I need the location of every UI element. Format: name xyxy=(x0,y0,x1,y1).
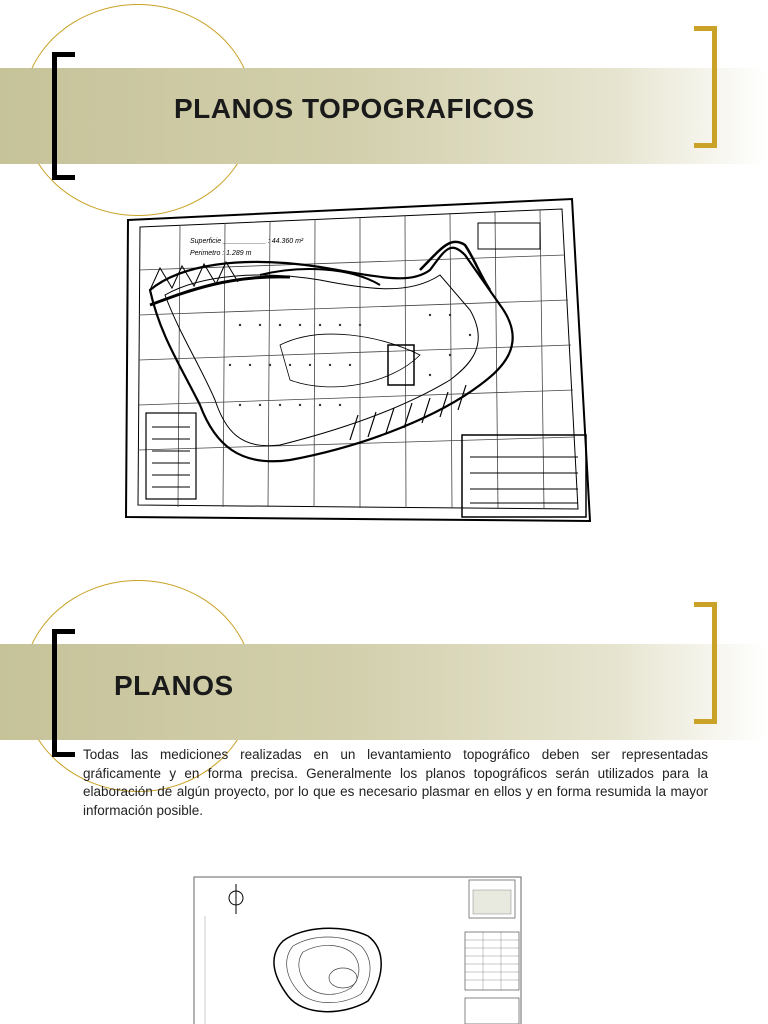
topographic-map-image xyxy=(120,195,596,527)
slide-title: PLANOS TOPOGRAFICOS xyxy=(174,93,535,124)
right-bracket xyxy=(694,26,717,148)
right-bracket xyxy=(694,602,717,724)
topographic-plan-image xyxy=(193,876,523,1024)
slide-title: PLANOS xyxy=(114,670,234,701)
slide-2 xyxy=(0,578,768,1024)
svg-text:Superficie ___________ : 44.36: Superficie ___________ : 44.360 m² xyxy=(190,238,304,245)
left-bracket xyxy=(52,629,75,757)
left-bracket xyxy=(52,52,75,180)
slide-body-text: Todas las mediciones realizadas en un levantamiento topográfico deben ser representadas gráficamente y en forma precisa. Generalmente los planos topográficos serán utilizados para la elaboración de algún proyecto, por lo que es necesario plasmar en ellos y en forma resumida la mayor información posible. xyxy=(83,747,708,818)
svg-text:Perimetro : 1.289 m: Perimetro : 1.289 m xyxy=(190,250,252,257)
